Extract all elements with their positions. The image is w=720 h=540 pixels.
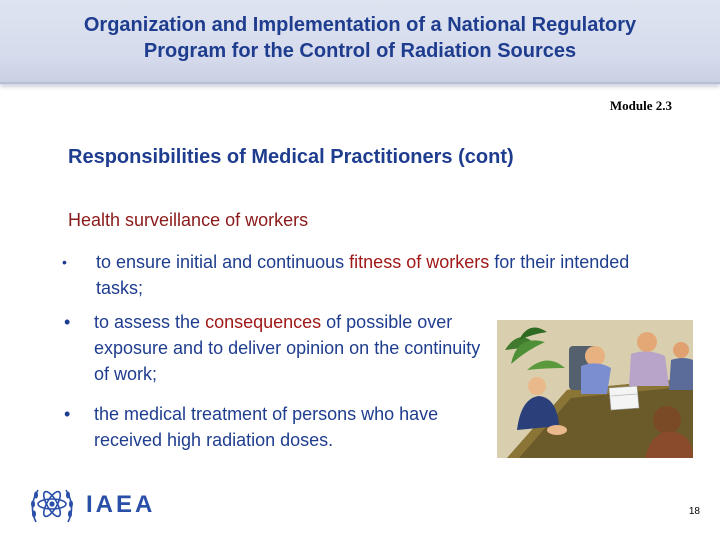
bullet-item-2 <box>64 309 494 387</box>
bullet-highlight: consequences <box>205 312 322 332</box>
bullet-text: for their intended tasks; <box>96 252 630 298</box>
meeting-clipart-icon <box>497 320 693 458</box>
bullet-text: to ensure initial and continuous <box>96 252 350 272</box>
atom-olive-wreath-icon <box>28 484 76 528</box>
header-band <box>0 0 720 84</box>
bullet-dot-icon: • <box>64 312 71 332</box>
bullet-highlight: fitness of workers <box>349 252 490 272</box>
bullet-text: the medical treatment of persons who have received high radiation doses. <box>94 404 439 450</box>
bullet-text: of possible over exposure and to deliver opinion on the continuity of work; <box>94 312 481 384</box>
slide-title: Responsibilities of Medical Practitioners (cont) <box>68 146 514 168</box>
bullet-item-1 <box>62 249 636 301</box>
bullet-item-3 <box>64 401 494 453</box>
module-label: Module 2.3 <box>609 98 672 113</box>
bullet-dot-icon: • <box>64 404 71 424</box>
header-title <box>20 12 700 64</box>
iaea-brand: IAEA <box>86 491 156 518</box>
header-title-line-2: Program for the Control of Radiation Sources <box>143 40 577 62</box>
bullet-text: to assess the <box>94 312 206 332</box>
page-number: 18 <box>688 506 700 517</box>
header-title-line-1: Organization and Implementation of a National Regulatory <box>83 14 637 36</box>
bullet-dot-icon: • <box>62 254 67 270</box>
subtitle: Health surveillance of workers <box>68 210 309 230</box>
